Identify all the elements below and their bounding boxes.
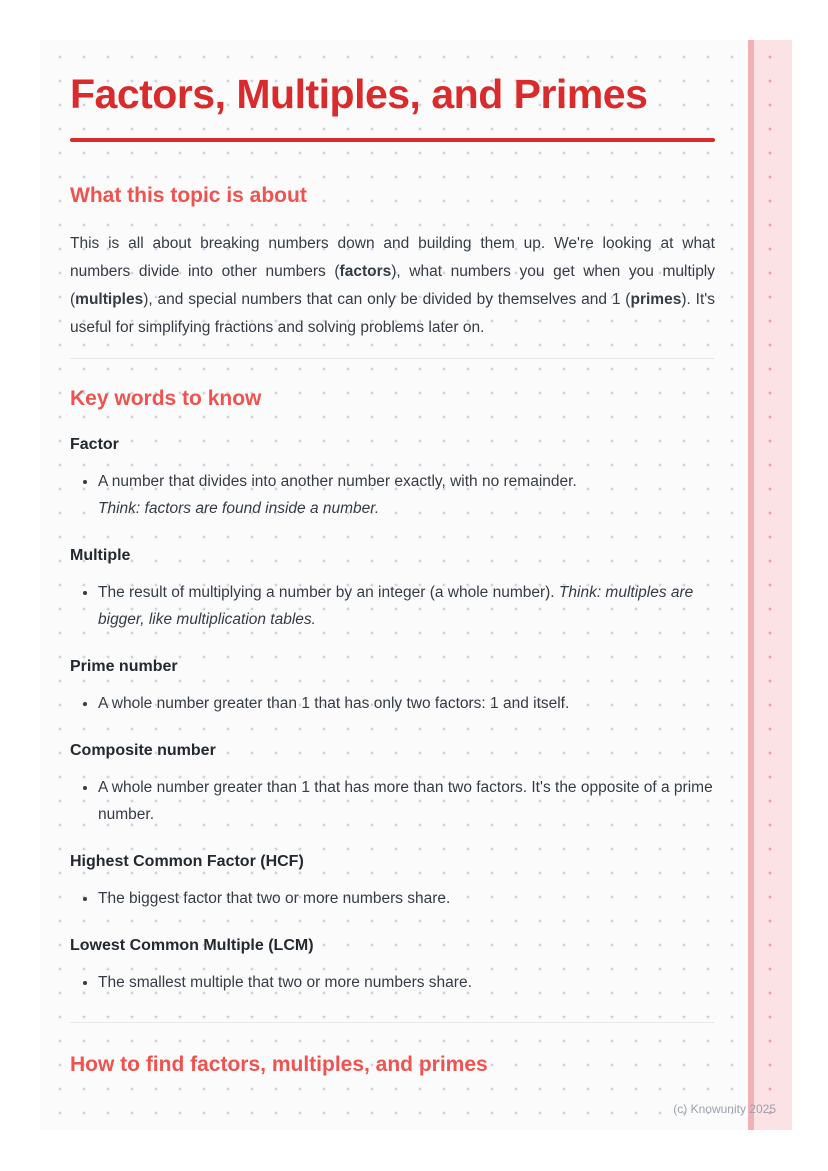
term-definition: • A whole number greater than 1 that has more than two factors. It's the opposite of a prime number. — [98, 774, 715, 828]
section-heading-about: What this topic is about — [70, 184, 307, 207]
term-name: Multiple — [70, 547, 131, 564]
section-keywords — [70, 387, 715, 996]
term-definition-list — [70, 579, 715, 633]
term-definition: • A number that divides into another number exactly, with no remainder. Think: factors are found inside a number. — [98, 468, 715, 522]
keyword-term-factor — [70, 435, 715, 522]
keyword-term-prime — [70, 657, 715, 717]
keyword-term-multiple — [70, 546, 715, 633]
notebook-margin-stripe — [748, 40, 792, 1130]
copyright-footer: (c) Knowunity 2025 — [673, 1102, 776, 1116]
term-name: Composite number — [70, 742, 216, 759]
keyword-term-hcf — [70, 852, 715, 912]
term-definition-list — [70, 774, 715, 828]
term-definition: • A whole number greater than 1 that has only two factors: 1 and itself. — [98, 690, 715, 717]
section-divider — [70, 358, 715, 359]
section-heading-howto: How to find factors, multiples, and primes — [70, 1053, 488, 1076]
section-howto — [70, 1053, 715, 1077]
about-paragraph: This is all about breaking numbers down and building them up. We're looking at what numbers divide into other numbers (factors), what numbers you get when you multiply (multiples), and special numbers that can only be divided by themselves and 1 (primes). It's useful for simplifying fractions and solving problems later on. — [70, 235, 716, 336]
term-name: Factor — [70, 436, 119, 453]
keyword-term-composite — [70, 741, 715, 828]
term-name: Prime number — [70, 658, 178, 675]
term-definition: • The biggest factor that two or more numbers share. — [98, 885, 715, 912]
keyword-term-lcm — [70, 936, 715, 996]
term-definition-list — [70, 885, 715, 912]
term-definition: • The smallest multiple that two or more numbers share. — [98, 969, 715, 996]
document-content — [70, 0, 715, 1077]
term-name: Highest Common Factor (HCF) — [70, 853, 304, 870]
page-title: Factors, Multiples, and Primes — [70, 71, 648, 117]
title-underline — [70, 138, 715, 142]
section-heading-keywords: Key words to know — [70, 387, 262, 410]
term-definition-list — [70, 468, 715, 522]
section-about — [70, 184, 715, 342]
section-divider — [70, 1022, 715, 1023]
term-definition: • The result of multiplying a number by an integer (a whole number). Think: multiples are bigger, like multiplication tables. — [98, 579, 715, 633]
term-name: Lowest Common Multiple (LCM) — [70, 937, 314, 954]
term-definition-list — [70, 969, 715, 996]
term-definition-list — [70, 690, 715, 717]
